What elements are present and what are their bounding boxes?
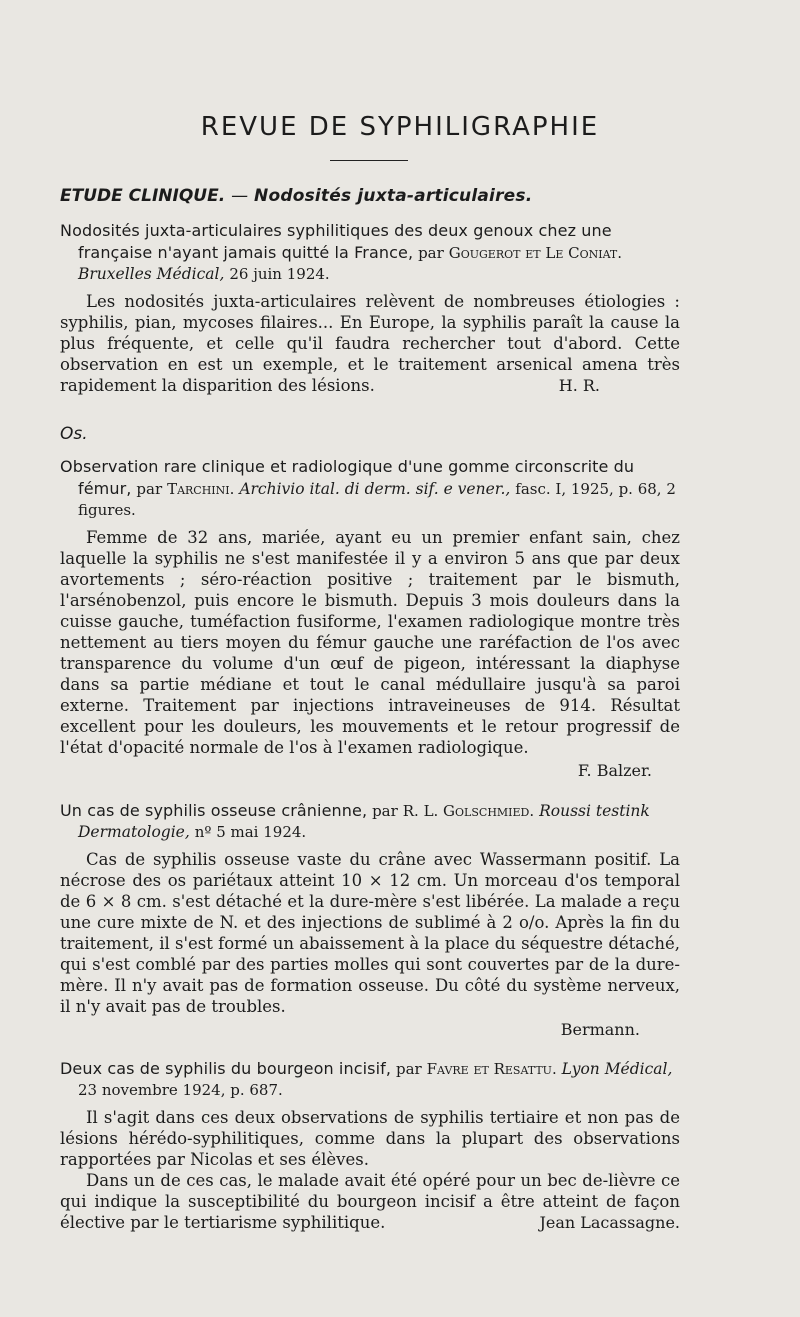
article-journal: Bruxelles Médical,: [78, 265, 225, 283]
article-reference: nº 5 mai 1924.: [194, 823, 307, 841]
article-heading: [60, 1058, 680, 1101]
article-body: Il s'agit dans ces deux observations de syphilis tertiaire et non pas de lésions hérédo-syphilitiques, comme dans la plupart des observations rapportées par Nicolas et ses élèves.: [60, 1108, 680, 1169]
article-body: Femme de 32 ans, mariée, ayant eu un premier enfant sain, chez laquelle la syphilis ne s'est manifestée il y a environ 5 ans que par deux avortements ; séro-réaction positive ; traitement par le bismuth, l'arsénobenzol, puis encore le bismuth. Depuis 3 mois douleurs dans la cuisse gauche, tuméfaction fusiforme, l'examen radiologique montre très nettement au tiers moyen du fémur gauche une raréfaction de l'os avec transparence du volume d'un œuf de pigeon, intéressant la diaphyse dans sa partie médiane et tout le canal médullaire jusqu'à sa paroi externe. Traitement par injections intraveineuses de 914. Résultat excellent pour les douleurs, les mouvements et le retour progressif de l'état d'opacité normale de l'os à l'examen radiologique.: [60, 528, 680, 757]
article-signature: Jean Lacassagne.: [539, 1213, 680, 1232]
article-heading: [60, 456, 680, 521]
page-title: REVUE DE SYPHILIGRAPHIE: [200, 112, 600, 142]
article-journal: Roussi testink Dermatologie,: [78, 802, 650, 841]
article-title: Deux cas de syphilis du bourgeon incisif,: [60, 1059, 392, 1078]
article-4: [60, 1058, 680, 1233]
article-by: par: [395, 1060, 422, 1078]
article-authors: Gougerot et Le Coniat.: [448, 244, 623, 262]
section-label: Os.: [60, 424, 88, 444]
article-authors: Favre et Resattu.: [426, 1060, 557, 1078]
article-journal: Lyon Médical,: [561, 1060, 673, 1078]
article-reference: 26 juin 1924.: [229, 265, 330, 283]
article-signature: F. Balzer.: [577, 761, 652, 780]
article-signature: Bermann.: [560, 1020, 640, 1039]
article-reference: 23 novembre 1924, p. 687.: [78, 1081, 283, 1099]
section-label: ETUDE CLINIQUE.: [60, 186, 226, 206]
title-rule: [330, 160, 408, 161]
article-heading: [60, 220, 680, 285]
article-authors: R. L. Golschmied.: [402, 802, 535, 820]
article-2: [60, 456, 680, 781]
article-by: par: [418, 244, 444, 262]
article-reference: fasc. I, 1925, p. 68, 2 figures.: [78, 480, 676, 519]
article-3: [60, 800, 680, 1040]
article-title: Observation rare clinique et radiologique d'une gomme circonscrite du fémur,: [60, 457, 635, 498]
article-by: par: [372, 802, 398, 820]
article-body: Les nodosités juxta-articulaires relèvent de nombreuses étiologies : syphilis, pian, mycoses filaires... En Europe, la syphilis paraît la cause la plus fréquente, et celle qu'il faudra rechercher tout d'abord. Cette observation en est un exemple, et le traitement arsenical amena très rapidement la disparition des lésions.: [60, 292, 680, 395]
article-title: Nodosités juxta-articulaires syphilitiques des deux genoux chez une française n'ayant jamais quitté la France,: [60, 221, 612, 262]
section-subtitle: Nodosités juxta-articulaires.: [254, 186, 533, 206]
article-heading: [60, 800, 680, 843]
article-signature: H. R.: [558, 376, 600, 395]
section-heading-clinique: [60, 186, 700, 206]
section-dash: —: [231, 186, 249, 206]
article-body: Dans un de ces cas, le malade avait été opéré pour un bec de-lièvre ce qui indique la susceptibilité du bourgeon incisif a être atteint de façon élective par le tertiarisme syphilitique.: [60, 1171, 680, 1232]
article-body: Cas de syphilis osseuse vaste du crâne avec Wassermann positif. La nécrose des os pariétaux atteint 10 × 12 cm. Un morceau d'os temporal de 6 × 8 cm. s'est détaché et la dure-mère s'est libérée. La malade a reçu une cure mixte de N. et des injections de sublimé à 2 o/o. Après la fin du traitement, il s'est formé un abaissement à la place du séquestre détaché, qui s'est comblé par des parties molles qui sont couvertes par de la dure-mère. Il n'y avait pas de formation osseuse. Du côté du système nerveux, il n'y avait pas de troubles.: [60, 850, 680, 1016]
section-heading-os: [60, 424, 700, 444]
article-1: [60, 220, 680, 396]
article-title: Un cas de syphilis osseuse crânienne,: [60, 801, 368, 820]
article-authors: Tarchini.: [167, 480, 235, 498]
article-by: par: [136, 480, 163, 498]
article-journal: Archivio ital. di derm. sif. e vener.,: [239, 480, 511, 498]
